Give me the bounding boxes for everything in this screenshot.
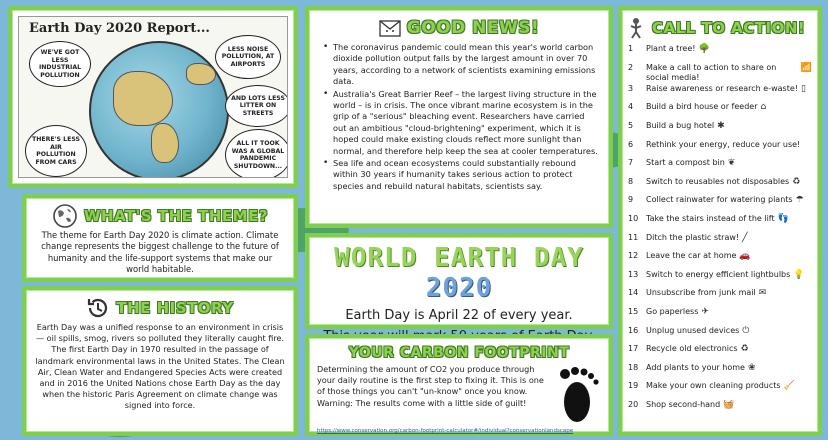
recycle-bin-icon: ♻ — [740, 344, 749, 355]
action-item-number: 11 — [628, 232, 639, 242]
action-item-text: Ditch the plastic straw! — [646, 232, 740, 242]
action-item-number: 8 — [628, 176, 634, 186]
cartoon-panel — [8, 6, 298, 188]
action-item — [628, 44, 812, 63]
action-item-text: Build a bird house or feeder — [646, 102, 758, 112]
action-item-text: Unsubscribe from junk mail — [646, 288, 756, 298]
news-item: • The coronavirus pandemic could mean this year's world carbon dioxide pollution output falls by the largest amount in over 70 years, according to a network of scientists examining emissions data. — [323, 42, 599, 88]
action-item — [628, 400, 812, 419]
car-icon: 🚗 — [739, 251, 751, 262]
footprint-icon — [555, 364, 601, 426]
tree-icon: 🌳 — [698, 44, 710, 54]
action-item-number: 1 — [628, 44, 634, 53]
speech-bubble: WE'VE GOT LESS INDUSTRIAL POLLUTION — [29, 41, 91, 87]
action-item-number: 17 — [628, 344, 639, 354]
good-news-title: GOOD NEWS! — [406, 18, 540, 38]
history-clock-icon — [86, 296, 110, 320]
person-icon — [628, 17, 644, 39]
action-item-text: Make a call to action to share on social media! — [646, 62, 777, 83]
action-item — [628, 363, 812, 382]
compost-icon: ❦ — [727, 158, 736, 169]
action-item-number: 14 — [628, 288, 639, 298]
action-item-text: Make your own cleaning products — [646, 381, 781, 391]
theme-title: WHAT'S THE THEME? — [83, 207, 269, 225]
cartoon-illustration — [18, 16, 288, 178]
basket-icon: 🧺 — [723, 399, 735, 410]
action-item — [628, 288, 812, 307]
cleaning-icon: 🧹 — [783, 381, 795, 392]
action-item — [628, 121, 812, 140]
globe-icon — [52, 203, 78, 229]
speech-bubble: AND LOTS LESS LITTER ON STREETS — [225, 85, 288, 127]
action-item-number: 18 — [628, 362, 639, 372]
action-item-text: Plant a tree! — [646, 44, 696, 53]
plant-pot-icon: ❀ — [747, 362, 756, 373]
action-item — [628, 270, 812, 289]
speech-bubble: LESS NOISE POLLUTION, AT AIRPORTS — [215, 35, 281, 79]
good-news-panel — [305, 6, 613, 228]
action-item — [628, 251, 812, 270]
action-item-text: Collect rainwater for watering plants — [646, 195, 793, 205]
birdhouse-icon: ⌂ — [760, 102, 767, 113]
action-item-number: 3 — [628, 83, 634, 93]
action-item-number: 15 — [628, 306, 639, 316]
action-item-number: 7 — [628, 158, 634, 168]
action-item-text: Build a bug hotel — [646, 120, 715, 130]
history-title: THE HISTORY — [116, 299, 234, 317]
action-item — [628, 140, 812, 159]
carbon-footprint-panel — [305, 334, 613, 436]
theme-panel — [22, 194, 298, 282]
action-item-number: 20 — [628, 399, 639, 409]
speech-bubble: THERE'S LESS AIR POLLUTION FROM CARS — [25, 125, 87, 177]
carbon-calculator-link[interactable]: https://www.conservation.org/carbon-footprint-calculator#/individual?conservationlandscape — [317, 428, 574, 434]
world-earth-day-title: WORLD EARTH DAY 2020 — [334, 243, 584, 303]
carbon-footprint-text: Determining the amount of CO2 you produce through your daily routine is the first step to fixing it. This is one of those things you can't "un-know" once you know. Warning: The results come with a little side of guilt! — [317, 364, 544, 408]
action-item-number: 12 — [628, 251, 639, 261]
news-item: • Sea life and ocean ecosystems could substantially rebound within 30 years if humanity takes serious action to protect species and rebuild natural habitats, scientists say. — [323, 158, 599, 192]
action-item-text: Recycle old electronics — [646, 344, 738, 354]
history-text: Earth Day was a unified response to an environment in crisis — oil spills, smog, rivers so polluted they literally caught fire. The first Earth Day in 1970 resulted in the passage of landmark environmental laws in the United States. The Clean Air, Clean Water and Endangered Species Acts were created and in 2016 the United Nations chose Earth Day as the day when the historic Paris Agreement on climate change was signed into force. — [35, 322, 285, 411]
action-item-number: 19 — [628, 381, 639, 391]
action-item — [628, 102, 812, 121]
wifi-icon: 📶 — [800, 62, 812, 73]
action-item-text: Go paperless — [646, 306, 699, 316]
cartoon-title: Earth Day 2020 Report... — [29, 21, 210, 36]
mail-icon: ✉ — [758, 288, 767, 299]
action-item — [628, 84, 812, 103]
action-item — [628, 158, 812, 177]
action-item-number: 10 — [628, 213, 639, 223]
action-item-text: Take the stairs instead of the lift — [646, 213, 775, 223]
lightbulb-icon: 💡 — [793, 269, 805, 280]
action-item-number: 5 — [628, 120, 634, 130]
action-list — [628, 44, 812, 418]
action-item — [628, 214, 812, 233]
action-item-text: Leave the car at home — [646, 251, 737, 261]
action-item-number: 4 — [628, 102, 634, 112]
action-item-number: 2 — [628, 62, 634, 72]
paper-plane-icon: ✈ — [701, 306, 709, 317]
action-item-number: 9 — [628, 195, 634, 205]
history-panel — [22, 286, 298, 436]
plug-icon: ⏻ — [742, 325, 750, 336]
action-item-number: 13 — [628, 269, 639, 279]
earth-day-date-text: Earth Day is April 22 of every year. — [345, 308, 573, 323]
action-item-text: Add plants to your home — [646, 362, 745, 372]
speech-bubble: ALL IT TOOK WAS A GLOBAL PANDEMIC SHUTDOWN... — [225, 129, 288, 178]
world-earth-day-panel — [305, 233, 613, 329]
action-item-text: Raise awareness or research e-waste! — [646, 83, 798, 93]
footsteps-icon: 👣 — [777, 213, 789, 224]
action-item — [628, 63, 812, 84]
action-item — [628, 233, 812, 252]
bug-icon: ✱ — [717, 120, 725, 131]
action-item-text: Unplug unused devices — [646, 325, 740, 335]
envelope-icon — [379, 18, 401, 38]
action-item-text: Switch to energy efficient lightbulbs — [646, 269, 791, 279]
action-item — [628, 381, 812, 400]
action-item-text: Shop second-hand — [646, 399, 721, 409]
action-item — [628, 195, 812, 214]
action-item-text: Start a compost bin — [646, 158, 725, 168]
call-to-action-title: CALL TO ACTION! — [652, 19, 806, 37]
phone-icon: ▯ — [800, 83, 806, 94]
recycle-icon: ♻ — [792, 176, 801, 187]
straw-icon: ╱ — [742, 232, 748, 243]
call-to-action-panel — [618, 6, 822, 436]
action-item-number: 6 — [628, 139, 634, 149]
action-item — [628, 177, 812, 196]
action-item-text: Rethink your energy, reduce your use! — [646, 139, 801, 149]
theme-text: The theme for Earth Day 2020 is climate action. Climate change represents the biggest challenge to the future of humanity and the life-support systems that make our world habitable. — [41, 230, 279, 275]
action-item — [628, 326, 812, 345]
watering-can-icon: ☂ — [795, 195, 804, 206]
action-item — [628, 307, 812, 326]
action-item-number: 16 — [628, 325, 639, 335]
news-item: • Australia's Great Barrier Reef – the largest living structure in the world – is in crisis. The once vibrant marine ecosystem is in the grip of a "serious" bleaching event. Researchers have carried out an ambitious "cloud-brightening" experiment, which it is hoped could make existing clouds reflect more sunlight than normal, and therefore help keep the sea at cooler temperatures. — [323, 89, 599, 157]
action-item-text: Switch to reusables not disposables — [646, 176, 790, 186]
carbon-footprint-title: YOUR CARBON FOOTPRINT — [348, 345, 570, 361]
earth-globe-icon — [89, 41, 229, 178]
action-item — [628, 344, 812, 363]
